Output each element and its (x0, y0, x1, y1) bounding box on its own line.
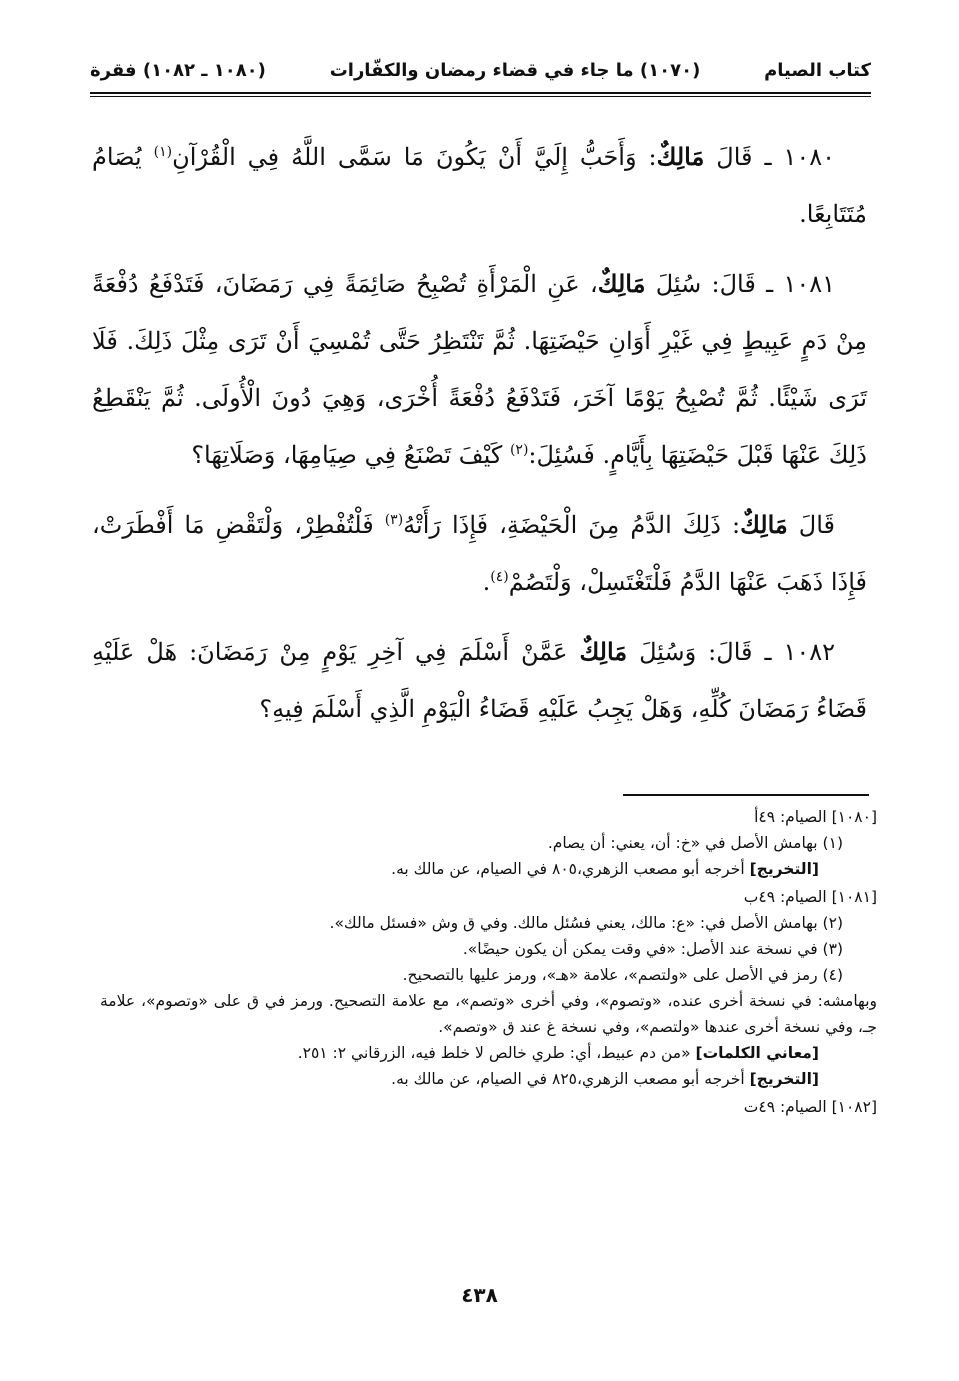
page-number: ٤٣٨ (461, 1283, 498, 1307)
footnote-1: (١) بهامش الأصل في «خ: أن، يعني: أن يصام. (547, 834, 843, 852)
paragraph-1081 (92, 255, 867, 484)
paragraph-text: : ذَلِكَ الدَّمُ مِنَ الْحَيْضَةِ، فَإِذَا رَأَتْهُ (403, 511, 741, 539)
main-text (92, 128, 867, 750)
footnote-ref-1[interactable]: (١) (153, 144, 173, 160)
paragraph-number: ١٠٨٢ ـ (764, 638, 835, 666)
paragraph-number: ١٠٨١ ـ (766, 270, 835, 298)
paragraph-text-tail: كَيْفَ تَصْنَعُ فِي صِيَامِهَا، وَصَلَاتِهَا؟ (191, 441, 510, 469)
paragraph-1080 (92, 128, 867, 243)
footnote-4-continued: وبهامشه: في نسخة أخرى عنده، «وتصوم»، وفي أخرى «وتصم»، مع علامة التصحيح. ورمز في ق على «وتصوم»، علامة جـ، وفي نسخة أخرى عندها «ولتصم»، وفي نسخة غ عند ق «وتصم». (100, 992, 877, 1036)
speaker-name: مَالِكٌ (579, 637, 628, 666)
paragraph-text-tail: . (482, 568, 491, 596)
footnote-4: (٤) رمز في الأصل على «ولتصم»، علامة «هـ»، ورمز عليها بالتصحيح. (402, 966, 843, 984)
header-rule (90, 92, 871, 94)
paragraph-1081-answer (92, 496, 867, 611)
header-rule-thin (90, 96, 871, 97)
header-book-title: كتاب الصيام (764, 59, 871, 81)
footnote-3: (٣) في نسخة عند الأصل: «في وقت يمكن أن يكون حيضًا». (462, 940, 843, 958)
paragraph-text: ، عَنِ الْمَرْأَةِ تُصْبِحُ صَائِمَةً فِي رَمَضَانَ، فَتَدْفَعُ دُفْعَةً مِنْ دَمٍ عَبِيطٍ فِي غَيْرِ أَوَانِ حَيْضَتِهَا. ثُمَّ تَنْتَظِرُ حَتَّى تُمْسِيَ أَنْ تَرَى مِثْلَ ذَلِكَ. فَلَا تَرَى شَيْئًا. ثُمَّ تُصْبِحُ يَوْمًا آخَرَ، فَتَدْفَعُ دُفْعَةً أُخْرَى، وَهِيَ دُونَ الْأُولَى. ثُمَّ يَنْقَطِعُ ذَلِكَ عَنْهَا قَبْلَ حَيْضَتِهَا بِأَيَّامٍ. فَسُئِلَ: (92, 270, 867, 469)
paragraph-text: : وَأَحَبُّ إِلَيَّ أَنْ يَكُونَ مَا سَمَّى اللَّهُ فِي الْقُرْآنِ (172, 143, 657, 171)
source-ref-1080: [١٠٨٠] الصيام: ٤٩أ (754, 808, 877, 826)
takhrij-text: أخرجه أبو مصعب الزهري،٨٠٥ في الصيام، عن مالك به. (391, 860, 750, 878)
takhrij-text: أخرجه أبو مصعب الزهري،٨٢٥ في الصيام، عن مالك به. (391, 1070, 750, 1088)
speaker-name: مَالِكٌ (597, 269, 646, 298)
paragraph-intro: قَالَ (798, 511, 836, 539)
paragraph-intro: قَالَ (716, 143, 753, 171)
source-ref-1082: [١٠٨٢] الصيام: ٤٩ت (743, 1098, 877, 1116)
speaker-name: مَالِكٌ (740, 510, 788, 539)
paragraph-text: عَمَّنْ أَسْلَمَ فِي آخِرِ يَوْمٍ مِنْ رَمَضَانَ: هَلْ عَلَيْهِ قَضَاءُ رَمَضَانَ كُلِّهِ، وَهَلْ يَجِبُ عَلَيْهِ قَضَاءُ الْيَوْمِ الَّذِي أَسْلَمَ فِيهِ؟ (92, 638, 867, 723)
footnote-ref-2[interactable]: (٢) (509, 442, 529, 458)
footnote-ref-4[interactable]: (٤) (490, 569, 509, 585)
footnotes (100, 804, 877, 1120)
takhrij-1080 (100, 856, 877, 882)
header-chapter-title: (١٠٧٠) ما جاء في قضاء رمضان والكفّارات (329, 59, 701, 81)
paragraph-number: ١٠٨٠ ـ (764, 143, 835, 171)
takhrij-label: [التخريج] (749, 1070, 819, 1088)
source-ref-1081: [١٠٨١] الصيام: ٤٩ب (743, 888, 877, 906)
word-meanings-label: [معاني الكلمات] (695, 1044, 819, 1062)
word-meanings (100, 1040, 877, 1066)
header-paragraph-range: (١٠٨٠ ـ ١٠٨٢) فقرة (90, 59, 266, 81)
footnote-2: (٢) بهامش الأصل في: «ع: مالك، يعني فسُئل مالك. وفي ق وش «فسئل مالك». (329, 914, 843, 932)
word-meanings-text: «من دم عبيط، أي: طري خالص لا خلط فيه، الزرقاني ٢: ٢٥١. (297, 1044, 696, 1062)
speaker-name: مَالِكٌ (656, 142, 705, 171)
footnote-ref-3[interactable]: (٣) (384, 512, 404, 528)
running-header (90, 50, 871, 90)
paragraph-intro: قَالَ: وَسُئِلَ (639, 638, 753, 666)
footnote-separator (623, 794, 869, 796)
takhrij-label: [التخريج] (749, 860, 819, 878)
paragraph-text-2: فَلْتُفْطِرْ، وَلْتَقْضِ مَا أَفْطَرَتْ، فَإِذَا ذَهَبَ عَنْهَا الدَّمُ فَلْتَغْتَسِلْ، وَلْتَصُمْ (92, 511, 867, 596)
paragraph-intro: قَالَ: سُئِلَ (655, 270, 756, 298)
takhrij-1081 (100, 1066, 877, 1092)
paragraph-text-tail: يُصَامُ مُتَتَابِعًا. (92, 143, 867, 228)
paragraph-1082 (92, 623, 867, 738)
